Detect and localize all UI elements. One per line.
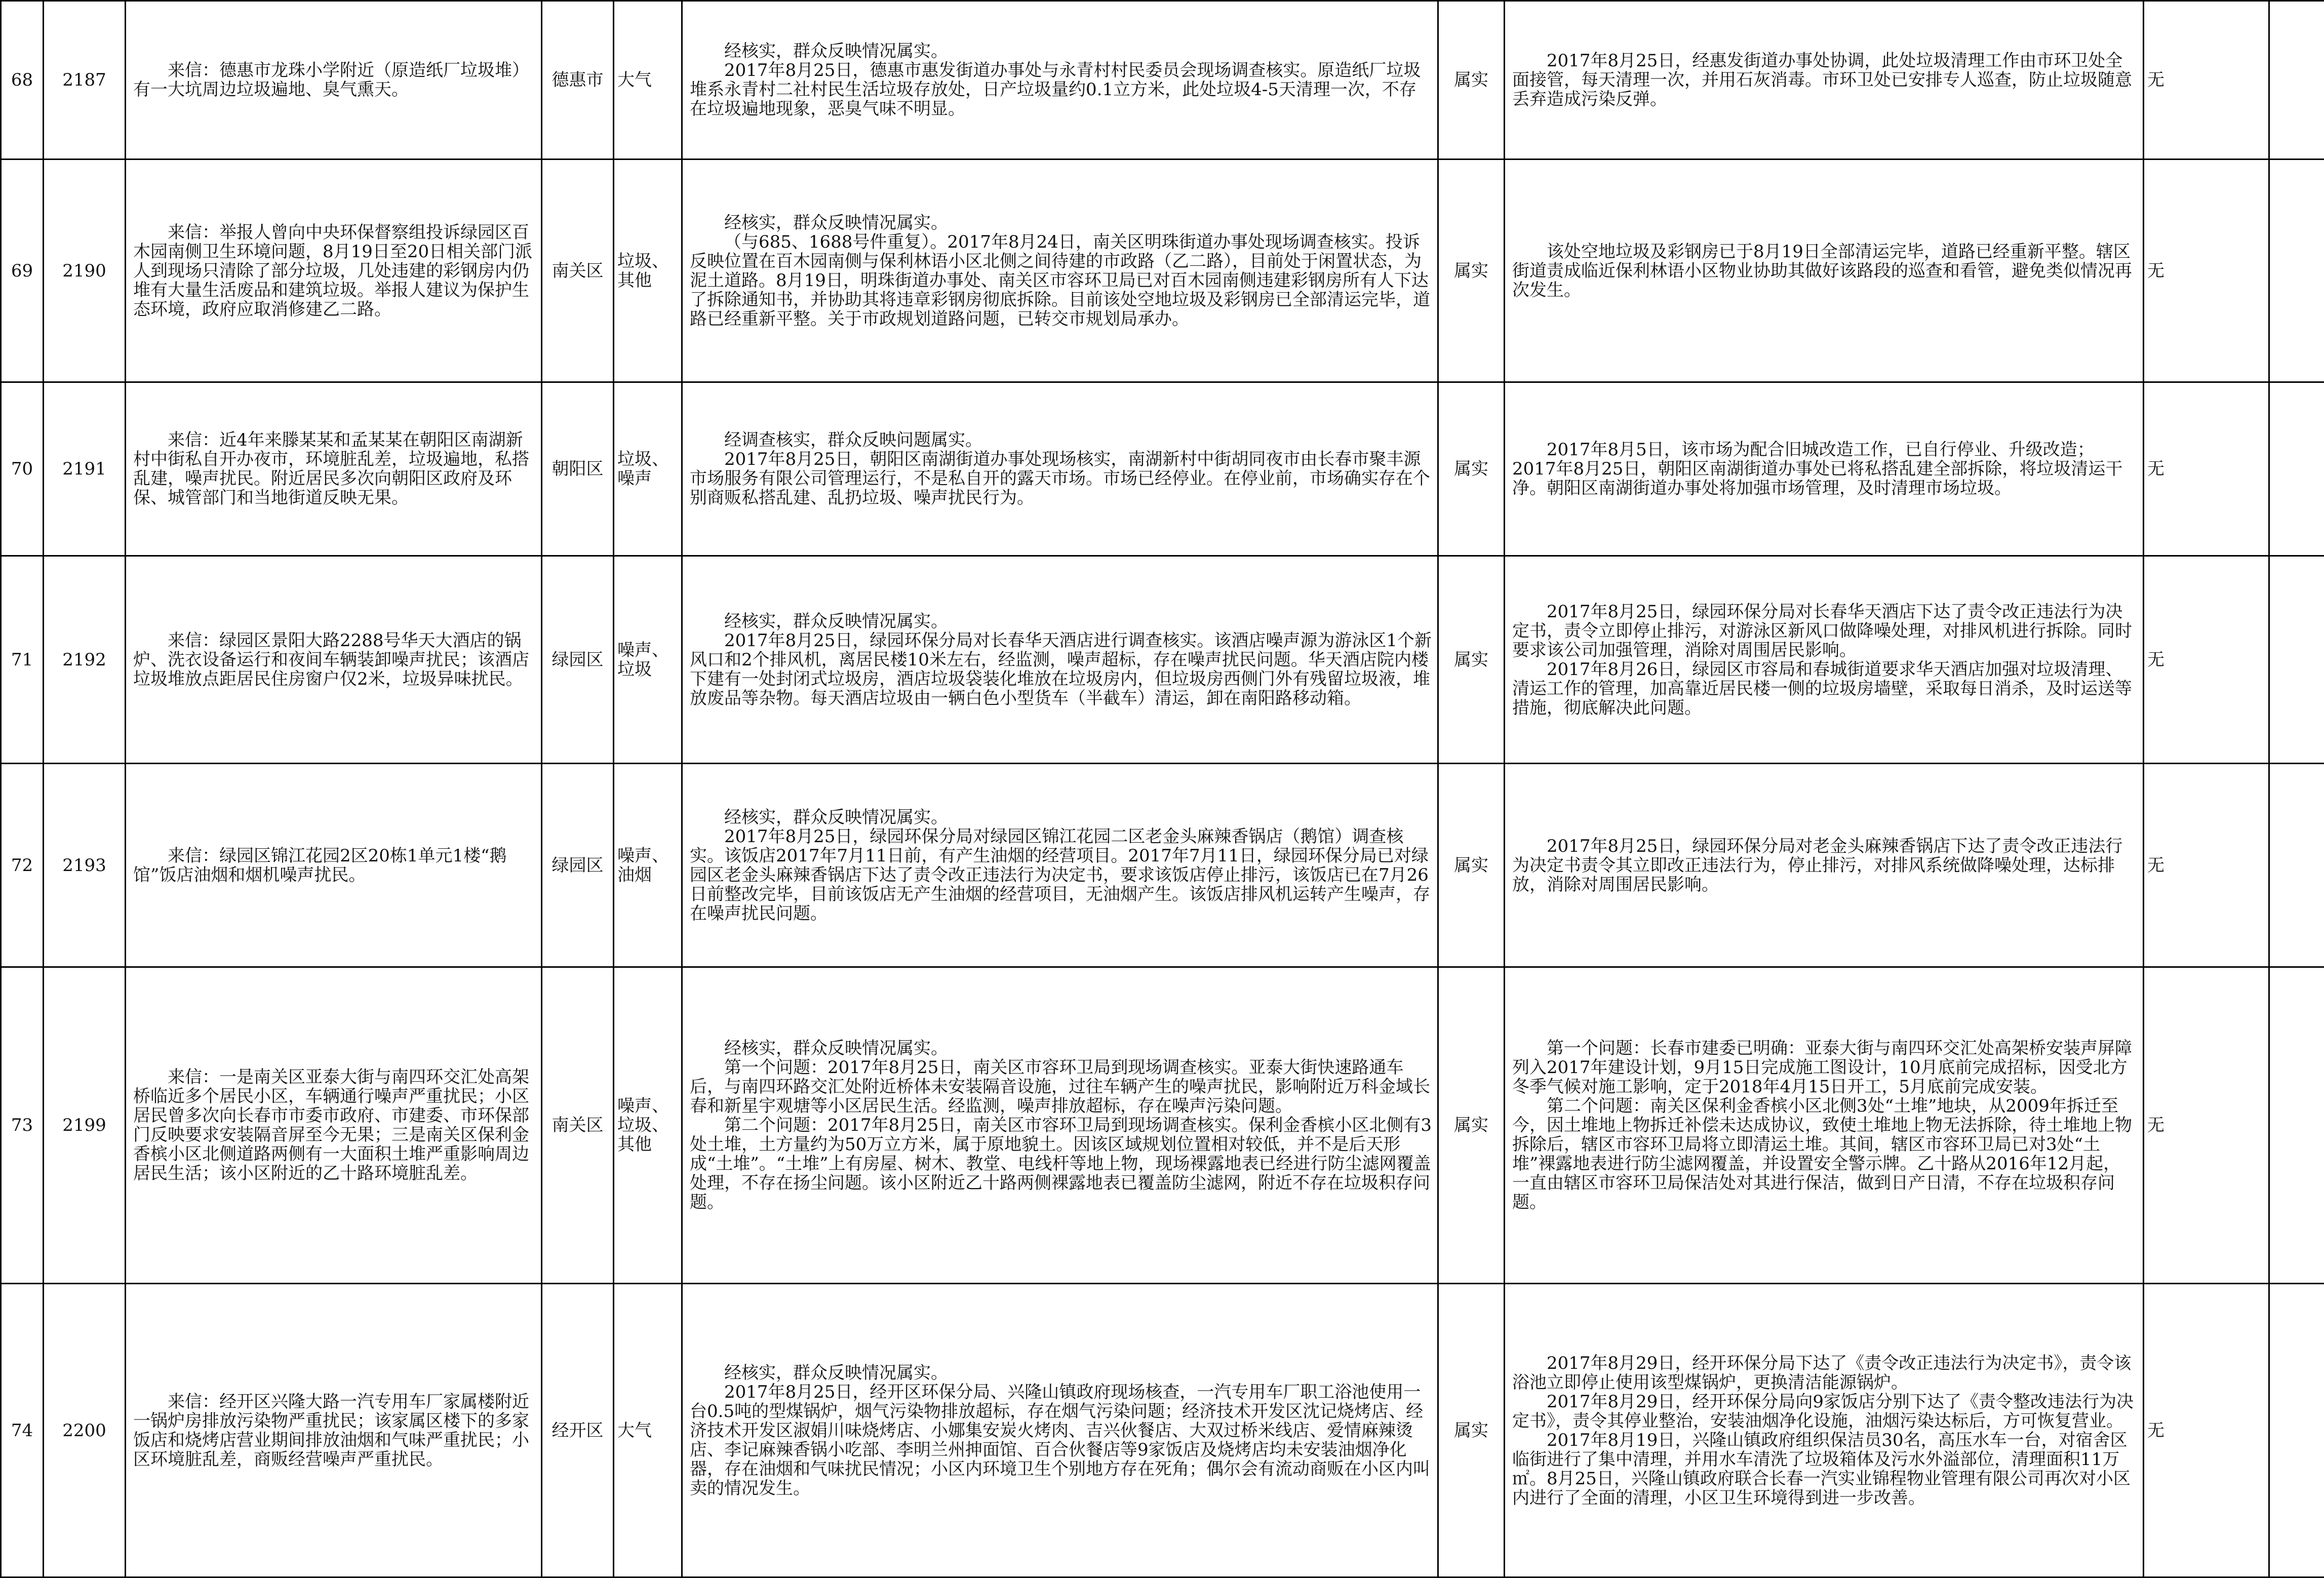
investigation-cell-paragraph: 经核实，群众反映情况属实。: [690, 42, 1432, 61]
investigation-cell-paragraph: 第一个问题：2017年8月25日，南关区市容环卫局到现场调查核实。亚泰大街快速路通车后，与南四环路交汇处附近桥体未安装隔音设施，过往车辆产生的噪声扰民，影响附近万科金域长春和新星宇观塘等小区居民生活。经监测，噪声排放超标，存在噪声污染问题。: [690, 1058, 1432, 1116]
category-cell: 噪声、垃圾: [614, 556, 682, 764]
accountability-cell: 无: [2144, 160, 2269, 382]
investigation-cell-paragraph: 经调查核实，群众反映问题属实。: [690, 430, 1432, 450]
investigation-cell-paragraph: 经核实，群众反映情况属实。: [690, 808, 1432, 827]
investigation-cell: [682, 382, 1438, 556]
category-cell: 噪声、油烟: [614, 764, 682, 967]
row-number-cell: 68: [1, 1, 44, 160]
table-row: [1, 1284, 2324, 1577]
verdict-cell: 属实: [1438, 764, 1505, 967]
investigation-cell-paragraph: 2017年8月25日，德惠市惠发街道办事处与永青村村民委员会现场调查核实。原造纸厂垃圾堆系永青村二社村民生活垃圾存放处，日产垃圾量约0.1立方米，此处垃圾4-5天清理一次，不存在垃圾遍地现象，恶臭气味不明显。: [690, 61, 1432, 119]
investigation-cell-paragraph: 第二个问题：2017年8月25日，南关区市容环卫局到现场调查核实。保利金香槟小区北侧有3处土堆，土方量约为50万立方米，属于原地貌土。因该区域规划位置相对较低，并不是后天形成“土堆”。“土堆”上有房屋、树木、教堂、电线杆等地上物，现场裸露地表已经进行防尘滤网覆盖处理，不存在扬尘问题。该小区附近乙十路两侧裸露地表已覆盖防尘滤网，附近不存在垃圾积存问题。: [690, 1116, 1432, 1212]
handling-cell-paragraph: 2017年8月25日，绿园环保分局对长春华天酒店下达了责令改正违法行为决定书，责令立即停止排污，对游泳区新风口做降噪处理，对排风机进行拆除。同时要求该公司加强管理，消除对周围居民影响。: [1512, 602, 2138, 660]
category-cell: 噪声、垃圾、其他: [614, 967, 682, 1284]
investigation-cell-paragraph: 2017年8月25日，绿园环保分局对绿园区锦江花园二区老金头麻辣香锅店（鹅馆）调查核实。该饭店2017年7月11日前，有产生油烟的经营项目。2017年7月11日，绿园环保分局已对绿园区老金头麻辣香锅店下达了责令改正违法行为决定书，要求该饭店停止排污，该饭店已在7月26日前整改完毕，目前该饭店无产生油烟的经营项目，无油烟产生。该饭店排风机运转产生噪声，存在噪声扰民问题。: [690, 827, 1432, 923]
verdict-cell: 属实: [1438, 1284, 1505, 1577]
table-row: [1, 556, 2324, 764]
accountability-cell: 无: [2144, 967, 2269, 1284]
case-number-cell: 2199: [44, 967, 126, 1284]
row-number-cell: 74: [1, 1284, 44, 1577]
table-row: [1, 1, 2324, 160]
case-number-cell: 2200: [44, 1284, 126, 1577]
complaint-cell: 来信：近4年来滕某某和孟某某在朝阳区南湖新村中街私自开办夜市，环境脏乱差，垃圾遍地，私搭乱建，噪声扰民。附近居民多次向朝阳区政府及环保、城管部门和当地街道反映无果。: [126, 382, 542, 556]
accountability-cell: 无: [2144, 382, 2269, 556]
handling-cell-paragraph: 2017年8月25日，经惠发街道办事处协调，此处垃圾清理工作由市环卫处全面接管，每天清理一次，并用石灰消毒。市环卫处已安排专人巡查，防止垃圾随意丢弃造成污染反弹。: [1512, 51, 2138, 109]
handling-cell: [1505, 1, 2144, 160]
complaint-cell: 来信：经开区兴隆大路一汽专用车厂家属楼附近一锅炉房排放污染物严重扰民；该家属区楼下的多家饭店和烧烤店营业期间排放油烟和气味严重扰民；小区环境脏乱差，商贩经营噪声严重扰民。: [126, 1284, 542, 1577]
complaint-cell: 来信：德惠市龙珠小学附近（原造纸厂垃圾堆）有一大坑周边垃圾遍地、臭气熏天。: [126, 1, 542, 160]
complaint-cell: 来信：绿园区景阳大路2288号华天大酒店的锅炉、洗衣设备运行和夜间车辆装卸噪声扰民；该酒店垃圾堆放点距居民住房窗户仅2米，垃圾异味扰民。: [126, 556, 542, 764]
empty-cell: [2269, 967, 2324, 1284]
investigation-cell: [682, 1, 1438, 160]
handling-cell-paragraph: 第一个问题：长春市建委已明确：亚泰大街与南四环交汇处高架桥安装声屏障列入2017年建设计划，9月15日完成施工图设计，10月底前完成招标，因受北方冬季气候对施工影响，定于2018年4月15日开工，5月底前完成安装。: [1512, 1039, 2138, 1096]
handling-cell: [1505, 1284, 2144, 1577]
verdict-cell: 属实: [1438, 1, 1505, 160]
complaint-cell: 来信：一是南关区亚泰大街与南四环交汇处高架桥临近多个居民小区，车辆通行噪声严重扰民；小区居民曾多次向长春市市委市政府、市建委、市环保部门反映要求安装隔音屏至今无果；三是南关区保利金香槟小区北侧道路两侧有一大面积土堆严重影响周边居民生活；该小区附近的乙十路环境脏乱差。: [126, 967, 542, 1284]
handling-cell: [1505, 556, 2144, 764]
accountability-cell: 无: [2144, 1284, 2269, 1577]
handling-cell-paragraph: 2017年8月25日，绿园环保分局对老金头麻辣香锅店下达了责令改正违法行为决定书责令其立即改正违法行为，停止排污，对排风系统做降噪处理，达标排放，消除对周围居民影响。: [1512, 837, 2138, 894]
complaint-cell: 来信：举报人曾向中央环保督察组投诉绿园区百木园南侧卫生环境问题，8月19日至20日相关部门派人到现场只清除了部分垃圾，几处违建的彩钢房内仍堆有大量生活废品和建筑垃圾。举报人建议为保护生态环境，政府应取消修建乙二路。: [126, 160, 542, 382]
investigation-cell: [682, 556, 1438, 764]
district-cell: 经开区: [542, 1284, 614, 1577]
row-number-cell: 69: [1, 160, 44, 382]
empty-cell: [2269, 1, 2324, 160]
verdict-cell: 属实: [1438, 556, 1505, 764]
investigation-cell-paragraph: 经核实，群众反映情况属实。: [690, 1363, 1432, 1383]
case-number-cell: 2187: [44, 1, 126, 160]
empty-cell: [2269, 1284, 2324, 1577]
investigation-cell-paragraph: （与685、1688号件重复）。2017年8月24日，南关区明珠街道办事处现场调查核实。投诉反映位置在百木园南侧与保利林语小区北侧之间待建的市政路（乙二路），目前处于闲置状态，为泥土道路。8月19日，明珠街道办事处、南关区市容环卫局已对百木园南侧违建彩钢房所有人下达了拆除通知书，并协助其将违章彩钢房彻底拆除。目前该处空地垃圾及彩钢房已全部清运完毕，道路已经重新平整。关于市政规划道路问题，已转交市规划局承办。: [690, 232, 1432, 329]
investigation-cell: [682, 160, 1438, 382]
case-number-cell: 2190: [44, 160, 126, 382]
district-cell: 绿园区: [542, 556, 614, 764]
case-number-cell: 2192: [44, 556, 126, 764]
row-number-cell: 71: [1, 556, 44, 764]
table-row: [1, 967, 2324, 1284]
case-number-cell: 2193: [44, 764, 126, 967]
investigation-cell-paragraph: 2017年8月25日，朝阳区南湖街道办事处现场核实，南湖新村中街胡同夜市由长春市聚丰源市场服务有限公司管理运行，不是私自开的露天市场。市场已经停业。在停业前，市场确实存在个别商贩私搭乱建、乱扔垃圾、噪声扰民行为。: [690, 450, 1432, 507]
empty-cell: [2269, 764, 2324, 967]
category-cell: 垃圾、其他: [614, 160, 682, 382]
investigation-cell-paragraph: 经核实，群众反映情况属实。: [690, 612, 1432, 631]
investigation-cell-paragraph: 2017年8月25日，经开区环保分局、兴隆山镇政府现场核查，一汽专用车厂职工浴池使用一台0.5吨的型煤锅炉，烟气污染物排放超标，存在烟气污染问题；经济技术开发区沈记烧烤店、经济技术开发区淑娟川味烧烤店、小娜集安炭火烤肉、吉兴伙餐店、大双过桥米线店、爱情麻辣烫店、李记麻辣香锅小吃部、李明兰州抻面馆、百合伙餐店等9家饭店及烧烤店均未安装油烟净化器，存在油烟和气味扰民情况；小区内环境卫生个别地方存在死角；偶尔会有流动商贩在小区内叫卖的情况发生。: [690, 1383, 1432, 1498]
verdict-cell: 属实: [1438, 382, 1505, 556]
empty-cell: [2269, 382, 2324, 556]
row-number-cell: 72: [1, 764, 44, 967]
verdict-cell: 属实: [1438, 967, 1505, 1284]
verdict-cell: 属实: [1438, 160, 1505, 382]
table-row: [1, 764, 2324, 967]
district-cell: 南关区: [542, 967, 614, 1284]
handling-cell: [1505, 764, 2144, 967]
investigation-cell-paragraph: 2017年8月25日，绿园环保分局对长春华天酒店进行调查核实。该酒店噪声源为游泳区1个新风口和2个排风机，离居民楼10米左右，经监测，噪声超标，存在噪声扰民问题。华天酒店院内楼下建有一处封闭式垃圾房，酒店垃圾袋装化堆放在垃圾房内，但垃圾房西侧门外有残留垃圾液，堆放废品等杂物。每天酒店垃圾由一辆白色小型货车（半截车）清运，卸在南阳路移动箱。: [690, 631, 1432, 708]
row-number-cell: 73: [1, 967, 44, 1284]
accountability-cell: 无: [2144, 1, 2269, 160]
complaint-cell: 来信：绿园区锦江花园2区20栋1单元1楼“鹅馆”饭店油烟和烟机噪声扰民。: [126, 764, 542, 967]
district-cell: 朝阳区: [542, 382, 614, 556]
district-cell: 南关区: [542, 160, 614, 382]
investigation-cell: [682, 1284, 1438, 1577]
category-cell: 大气: [614, 1284, 682, 1577]
investigation-cell: [682, 967, 1438, 1284]
investigation-cell-paragraph: 经核实，群众反映情况属实。: [690, 1039, 1432, 1058]
handling-cell-paragraph: 2017年8月5日，该市场为配合旧城改造工作，已自行停业、升级改造；2017年8月25日，朝阳区南湖街道办事处已将私搭乱建全部拆除，将垃圾清运干净。朝阳区南湖街道办事处将加强市场管理，及时清理市场垃圾。: [1512, 440, 2138, 498]
investigation-cell: [682, 764, 1438, 967]
accountability-cell: 无: [2144, 764, 2269, 967]
row-number-cell: 70: [1, 382, 44, 556]
handling-cell-paragraph: 2017年8月19日，兴隆山镇政府组织保洁员30名，高压水车一台，对宿舍区临街进行了集中清理，并用水车清洗了垃圾箱体及污水外溢部位，清理面积11万㎡。8月25日，兴隆山镇政府联合长春一汽实业锦程物业管理有限公司再次对小区内进行了全面的清理，小区卫生环境得到进一步改善。: [1512, 1431, 2138, 1508]
empty-cell: [2269, 556, 2324, 764]
case-number-cell: 2191: [44, 382, 126, 556]
handling-cell-paragraph: 2017年8月29日，经开环保分局下达了《责令改正违法行为决定书》，责令该浴池立即停止使用该型煤锅炉，更换清洁能源锅炉。: [1512, 1354, 2138, 1392]
handling-cell-paragraph: 第二个问题：南关区保利金香槟小区北侧3处“土堆”地块，从2009年拆迁至今，因土堆地上物拆迁补偿未达成协议，致使土堆地上物无法拆除，待土堆地上物拆除后，辖区市容环卫局将立即清运土堆。其间，辖区市容环卫局已对3处“土堆”裸露地表进行防尘滤网覆盖，并设置安全警示牌。乙十路从2016年12月起，一直由辖区市容环卫局保洁处对其进行保洁，做到日产日清，不存在垃圾积存问题。: [1512, 1096, 2138, 1212]
category-cell: 垃圾、噪声: [614, 382, 682, 556]
handling-cell-paragraph: 2017年8月29日，经开环保分局向9家饭店分别下达了《责令整改违法行为决定书》，责令其停业整治，安装油烟净化设施，油烟污染达标后，方可恢复营业。: [1512, 1392, 2138, 1431]
empty-cell: [2269, 160, 2324, 382]
accountability-cell: 无: [2144, 556, 2269, 764]
table-row: [1, 382, 2324, 556]
district-cell: 绿园区: [542, 764, 614, 967]
district-cell: 德惠市: [542, 1, 614, 160]
handling-cell: [1505, 967, 2144, 1284]
handling-cell: [1505, 382, 2144, 556]
handling-cell: [1505, 160, 2144, 382]
handling-cell-paragraph: 2017年8月26日，绿园区市容局和春城街道要求华天酒店加强对垃圾清理、清运工作的管理，加高靠近居民楼一侧的垃圾房墙壁，采取每日消杀，及时运送等措施，彻底解决此问题。: [1512, 660, 2138, 718]
table-body: [1, 1, 2324, 1577]
table-row: [1, 160, 2324, 382]
investigation-cell-paragraph: 经核实，群众反映情况属实。: [690, 213, 1432, 232]
handling-cell-paragraph: 该处空地垃圾及彩钢房已于8月19日全部清运完毕，道路已经重新平整。辖区街道责成临近保利林语小区物业协助其做好该路段的巡查和看管，避免类似情况再次发生。: [1512, 242, 2138, 300]
category-cell: 大气: [614, 1, 682, 160]
